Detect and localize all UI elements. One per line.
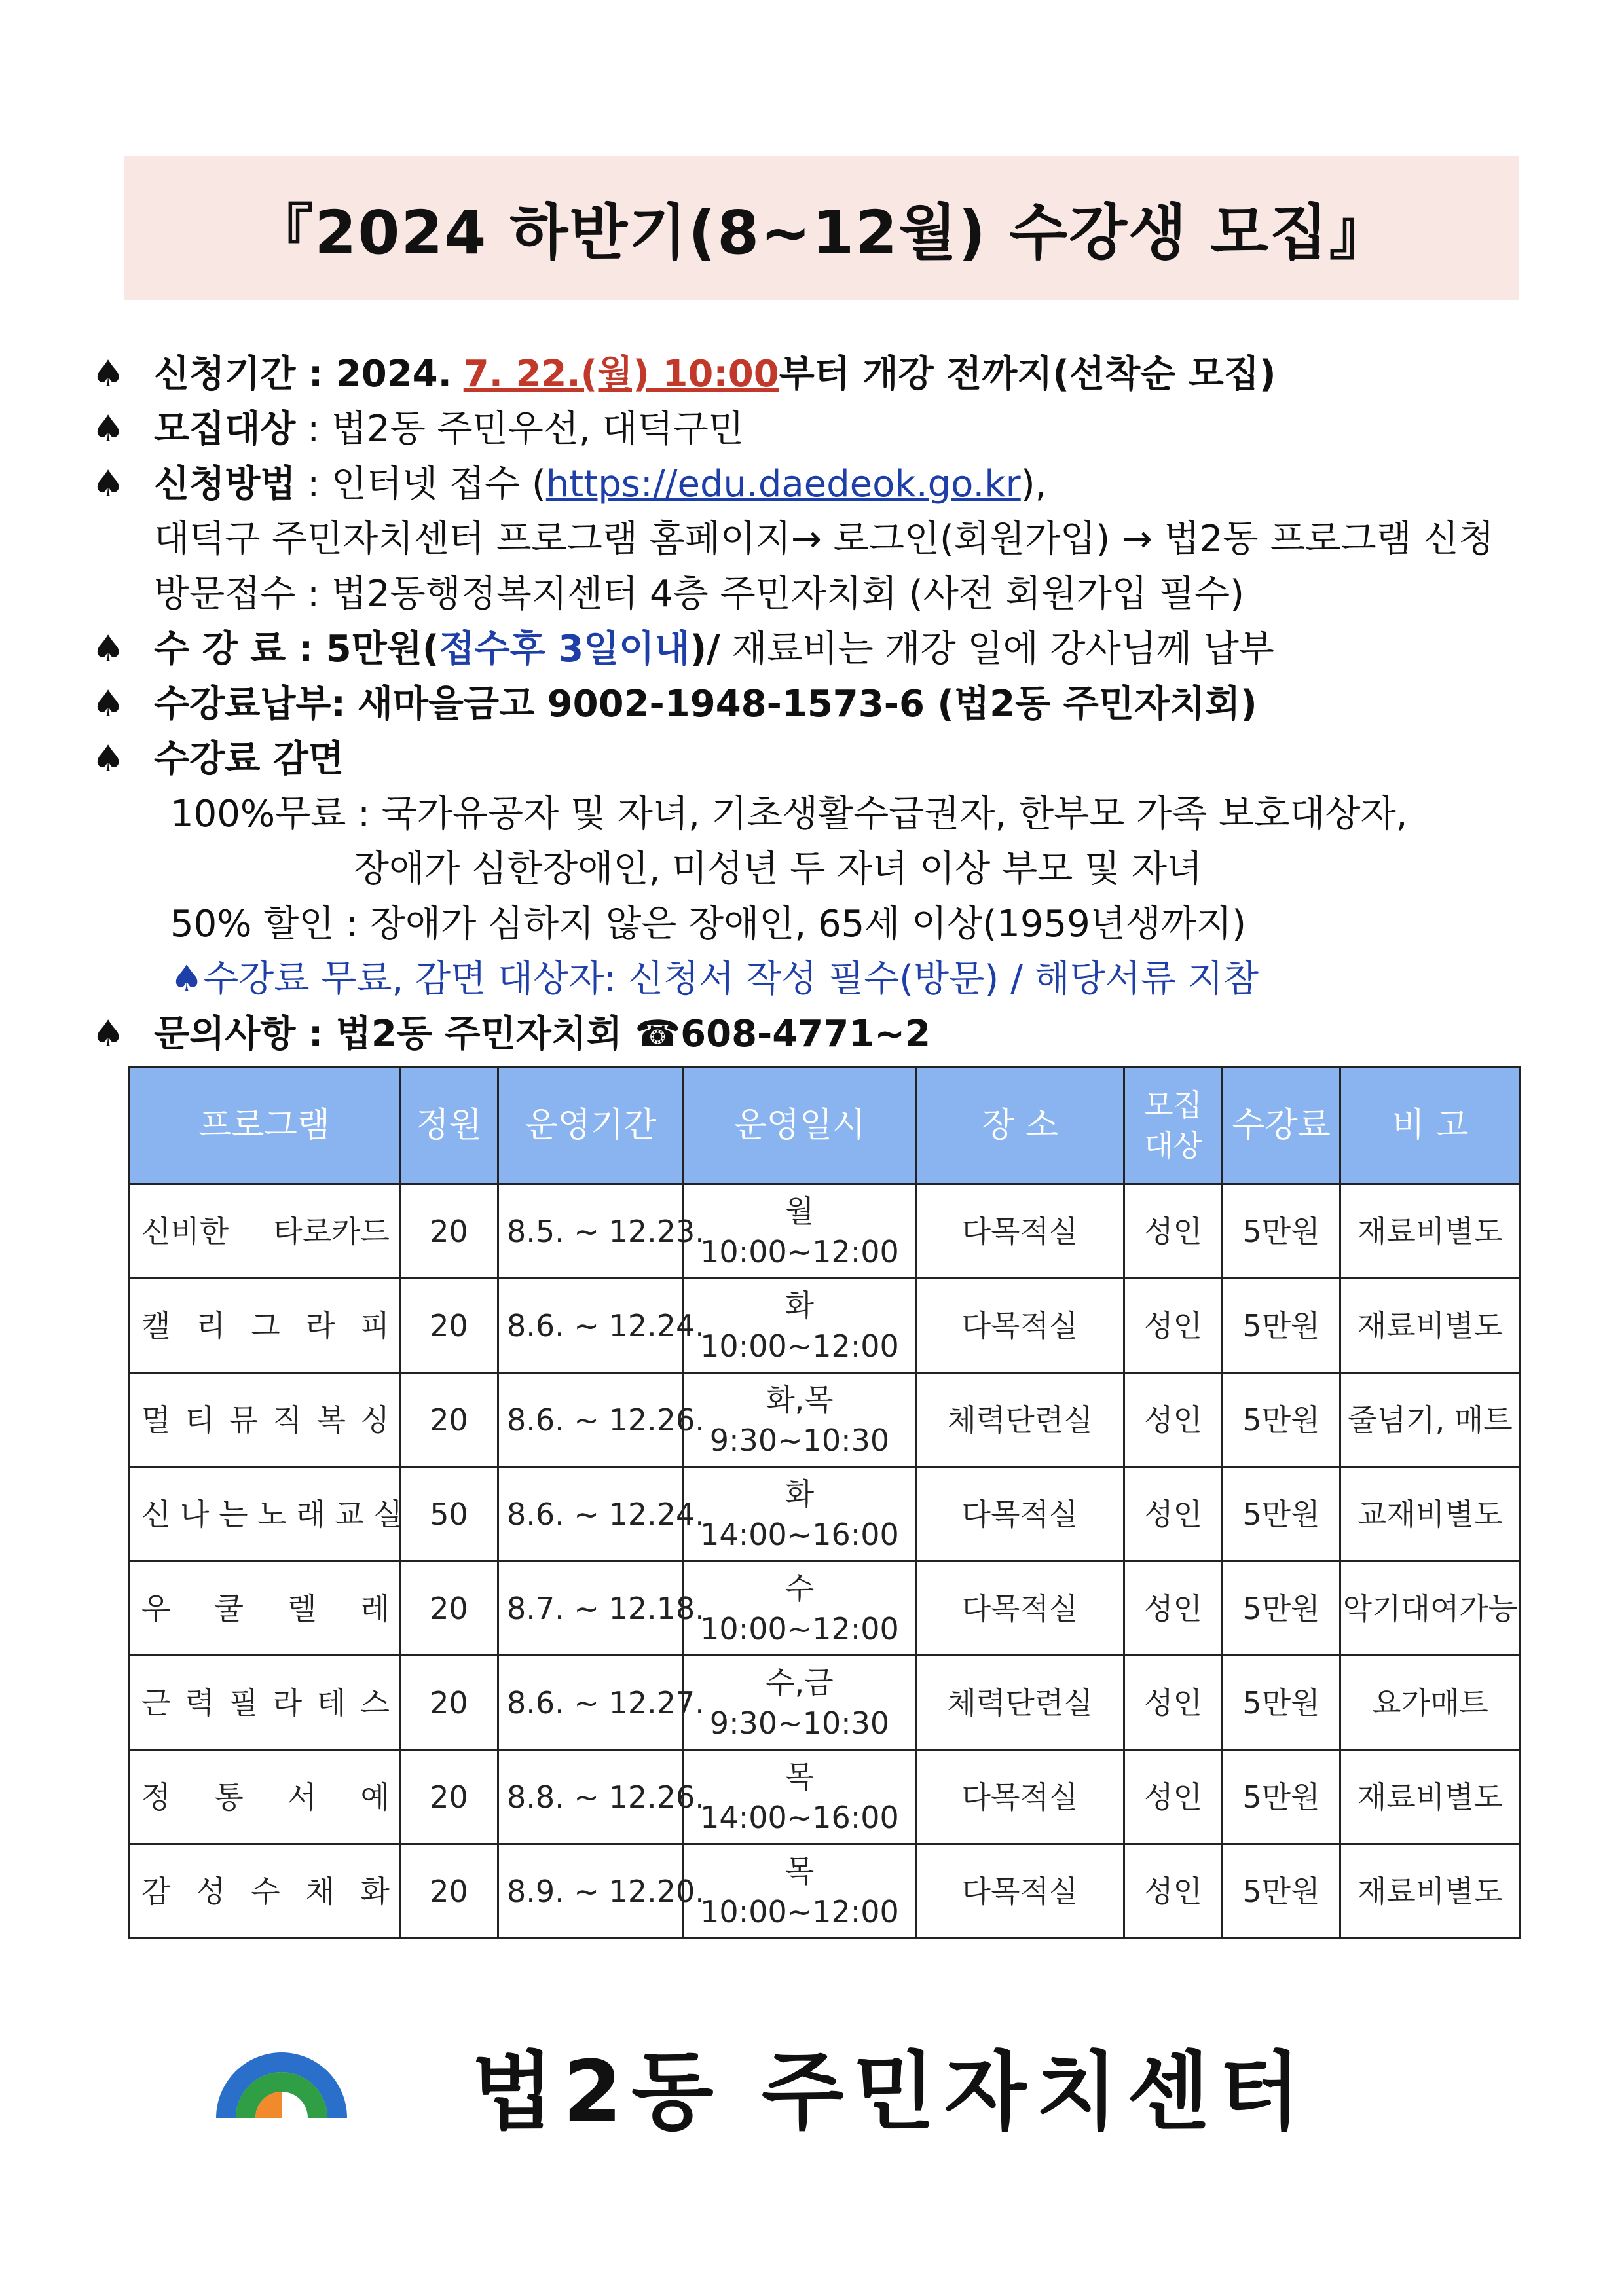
spade-icon: ♠ xyxy=(92,628,125,670)
schedule-day: 수 xyxy=(784,1570,815,1606)
header-period: 운영기간 xyxy=(498,1067,684,1184)
header-note: 비 고 xyxy=(1340,1067,1521,1184)
schedule-time: 10:00~12:00 xyxy=(700,1611,899,1647)
spade-icon: ♠ xyxy=(92,1013,125,1055)
fee: 5만원 xyxy=(1223,1561,1340,1656)
table-row xyxy=(129,1279,1521,1373)
info-section xyxy=(92,347,1545,1062)
place: 다목적실 xyxy=(916,1467,1124,1561)
header-fee: 수강료 xyxy=(1223,1067,1340,1184)
period-date: 7. 22.(월) 10:00 xyxy=(463,353,779,395)
capacity: 20 xyxy=(400,1656,498,1750)
spade-icon: ♠ xyxy=(92,683,125,725)
table-row xyxy=(129,1750,1521,1844)
schedule xyxy=(684,1467,916,1561)
period: 8.7. ~ 12.18. xyxy=(498,1561,684,1656)
target: 성인 xyxy=(1124,1656,1223,1750)
table-row xyxy=(129,1467,1521,1561)
table-row xyxy=(129,1373,1521,1467)
program-name: 캘 리 그 라 피 xyxy=(129,1279,400,1373)
fee: 5만원 xyxy=(1223,1750,1340,1844)
place: 체력단련실 xyxy=(916,1656,1124,1750)
target: 성인 xyxy=(1124,1561,1223,1656)
title-banner xyxy=(124,156,1519,300)
schedule-time: 10:00~12:00 xyxy=(700,1328,899,1364)
schedule xyxy=(684,1373,916,1467)
table-row xyxy=(129,1844,1521,1939)
capacity: 20 xyxy=(400,1373,498,1467)
table-row xyxy=(129,1561,1521,1656)
program-name: 신비한 타로카드 xyxy=(129,1184,400,1279)
schedule xyxy=(684,1750,916,1844)
spade-icon: ♠ xyxy=(92,408,125,450)
period-line: ♠ 신청기간 : 2024. 7. 22.(월) 10:00부터 개강 전까지(선착순 모집) xyxy=(92,347,1545,402)
place: 체력단련실 xyxy=(916,1373,1124,1467)
schedule-day: 수,금 xyxy=(766,1664,834,1700)
fee: 5만원 xyxy=(1223,1467,1340,1561)
target-line: ♠ 모집대상 : 법2동 주민우선, 대덕구민 xyxy=(92,402,1545,457)
schedule xyxy=(684,1656,916,1750)
schedule-time: 14:00~16:00 xyxy=(700,1516,899,1552)
target: 성인 xyxy=(1124,1844,1223,1939)
target: 성인 xyxy=(1124,1279,1223,1373)
schedule-time: 14:00~16:00 xyxy=(700,1799,899,1835)
header-program: 프로그램 xyxy=(129,1067,400,1184)
daedeok-logo-icon xyxy=(210,2036,354,2121)
schedule-day: 월 xyxy=(784,1193,815,1229)
schedule-day: 목 xyxy=(784,1853,815,1889)
discount-notice: ♠수강료 무료, 감면 대상자: 신청서 작성 필수(방문) / 해당서류 지참 xyxy=(170,958,1259,1000)
target: 성인 xyxy=(1124,1373,1223,1467)
note: 줄넘기, 매트 xyxy=(1340,1373,1521,1467)
schedule-time: 9:30~10:30 xyxy=(709,1705,890,1741)
note: 재료비별도 xyxy=(1340,1750,1521,1844)
payment-line: ♠ 수강료납부: 새마을금고 9002-1948-1573-6 (법2동 주민자치회) xyxy=(92,677,1545,732)
schedule-time: 10:00~12:00 xyxy=(700,1893,899,1929)
capacity: 20 xyxy=(400,1279,498,1373)
place: 다목적실 xyxy=(916,1184,1124,1279)
fee: 5만원 xyxy=(1223,1656,1340,1750)
place: 다목적실 xyxy=(916,1844,1124,1939)
fee-line: ♠ 수 강 료 : 5만원(접수후 3일이내)/ 재료비는 개강 일에 강사님께 납부 xyxy=(92,622,1545,677)
schedule-time: 9:30~10:30 xyxy=(709,1422,890,1458)
program-name: 근 력 필 라 테 스 xyxy=(129,1656,400,1750)
schedule xyxy=(684,1279,916,1373)
table-row xyxy=(129,1184,1521,1279)
schedule xyxy=(684,1184,916,1279)
spade-icon: ♠ xyxy=(92,463,125,505)
schedule-day: 화,목 xyxy=(766,1381,834,1417)
footer xyxy=(210,2036,1323,2147)
fee-deadline: 접수후 3일이내 xyxy=(439,628,690,670)
target: 성인 xyxy=(1124,1184,1223,1279)
program-name: 멀 티 뮤 직 복 싱 xyxy=(129,1373,400,1467)
spade-icon: ♠ xyxy=(92,738,125,780)
method-line-2: 대덕구 주민자치센터 프로그램 홈페이지→ 로그인(회원가입) → 법2동 프로그램 신청 xyxy=(154,518,1494,560)
capacity: 50 xyxy=(400,1467,498,1561)
schedule-time: 10:00~12:00 xyxy=(700,1233,899,1269)
discount-line: ♠ 수강료 감면 xyxy=(92,732,1545,787)
schedule-day: 화 xyxy=(784,1476,815,1512)
table-row xyxy=(129,1656,1521,1750)
target: 성인 xyxy=(1124,1750,1223,1844)
method-line-3: 방문접수 : 법2동행정복지센터 4층 주민자치회 (사전 회원가입 필수) xyxy=(154,573,1244,615)
note: 요가매트 xyxy=(1340,1656,1521,1750)
note: 교재비별도 xyxy=(1340,1467,1521,1561)
fee: 5만원 xyxy=(1223,1844,1340,1939)
period: 8.6. ~ 12.26. xyxy=(498,1373,684,1467)
program-name: 우 쿨 렐 레 xyxy=(129,1561,400,1656)
discount-free-1: 100%무료 : 국가유공자 및 자녀, 기초생활수급권자, 한부모 가족 보호대상자, xyxy=(170,793,1408,835)
schedule-day: 화 xyxy=(784,1287,815,1323)
fee: 5만원 xyxy=(1223,1184,1340,1279)
schedule xyxy=(684,1561,916,1656)
schedule xyxy=(684,1844,916,1939)
header-capacity: 정원 xyxy=(400,1067,498,1184)
place: 다목적실 xyxy=(916,1279,1124,1373)
fee: 5만원 xyxy=(1223,1279,1340,1373)
contact-line: ♠ 문의사항 : 법2동 주민자치회 ☎608-4771~2 xyxy=(92,1007,1545,1062)
period: 8.5. ~ 12.23. xyxy=(498,1184,684,1279)
program-table xyxy=(128,1066,1521,1939)
capacity: 20 xyxy=(400,1184,498,1279)
note: 재료비별도 xyxy=(1340,1184,1521,1279)
target: 성인 xyxy=(1124,1467,1223,1561)
discount-free-2: 장애가 심한장애인, 미성년 두 자녀 이상 부모 및 자녀 xyxy=(354,848,1203,890)
method-line: ♠ 신청방법 : 인터넷 접수 (https://edu.daedeok.go.kr), xyxy=(92,457,1545,512)
capacity: 20 xyxy=(400,1750,498,1844)
schedule-day: 목 xyxy=(784,1758,815,1795)
period: 8.6. ~ 12.27. xyxy=(498,1656,684,1750)
period: 8.6. ~ 12.24. xyxy=(498,1279,684,1373)
program-name: 감 성 수 채 화 xyxy=(129,1844,400,1939)
period: 8.9. ~ 12.20. xyxy=(498,1844,684,1939)
capacity: 20 xyxy=(400,1561,498,1656)
header-schedule: 운영일시 xyxy=(684,1067,916,1184)
period: 8.6. ~ 12.24. xyxy=(498,1467,684,1561)
place: 다목적실 xyxy=(916,1750,1124,1844)
spade-icon: ♠ xyxy=(92,353,125,395)
discount-half: 50% 할인 : 장애가 심하지 않은 장애인, 65세 이상(1959년생까지) xyxy=(170,903,1246,945)
table-header-row xyxy=(129,1067,1521,1184)
fee: 5만원 xyxy=(1223,1373,1340,1467)
period: 8.8. ~ 12.26. xyxy=(498,1750,684,1844)
page-title: 『2024 하반기(8~12월) 수강생 모집』 xyxy=(253,198,1391,268)
note: 재료비별도 xyxy=(1340,1844,1521,1939)
capacity: 20 xyxy=(400,1844,498,1939)
edu-link[interactable]: https://edu.daedeok.go.kr xyxy=(545,463,1021,505)
program-name: 정 통 서 예 xyxy=(129,1750,400,1844)
note: 악기대여가능 xyxy=(1340,1561,1521,1656)
program-name: 신 나 는 노 래 교 실 xyxy=(129,1467,400,1561)
header-place: 장 소 xyxy=(916,1067,1124,1184)
note: 재료비별도 xyxy=(1340,1279,1521,1373)
place: 다목적실 xyxy=(916,1561,1124,1656)
header-target: 모집 대상 xyxy=(1124,1067,1223,1184)
org-name: 법2동 주민자치센터 xyxy=(471,2042,1310,2141)
